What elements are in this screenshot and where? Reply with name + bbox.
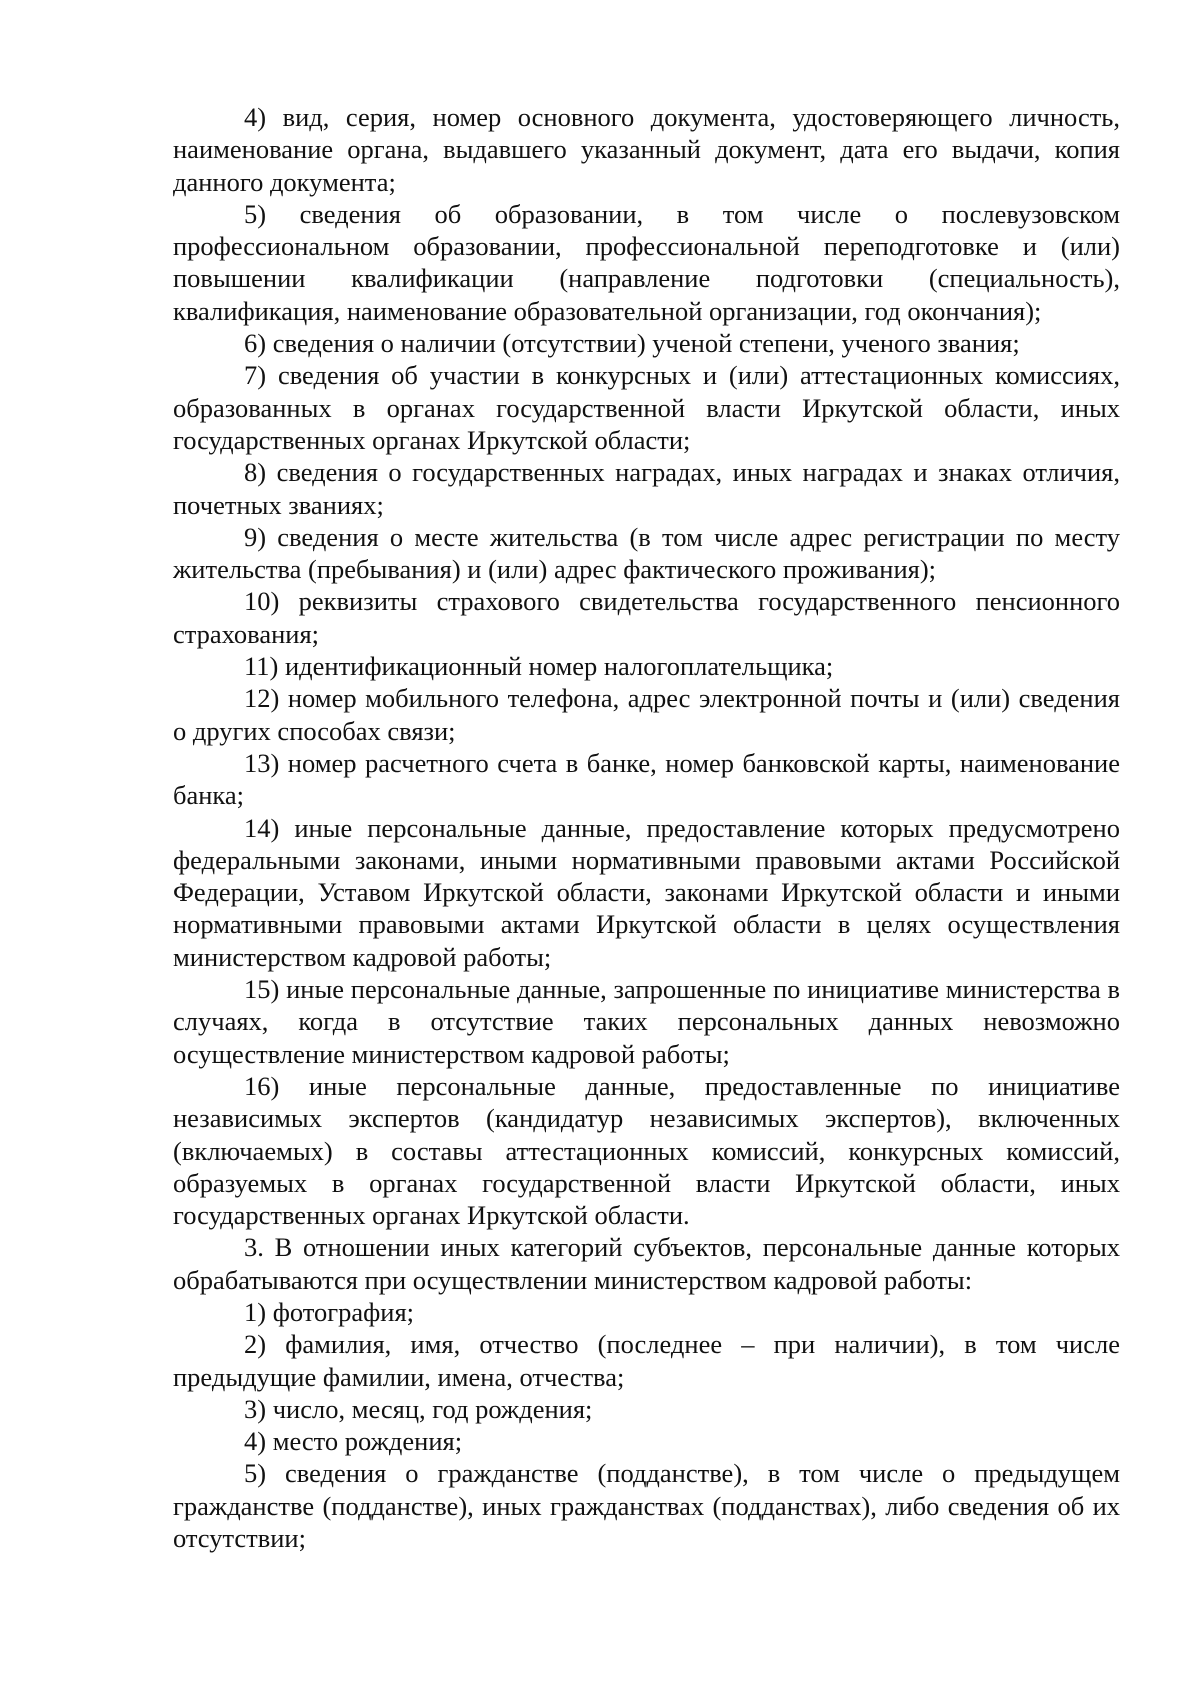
list-item-8-awards: 8) сведения о государственных наградах, иных наградах и знаках отличия, почетных званиях; [173,457,1120,520]
list-item-12-contacts: 12) номер мобильного телефона, адрес электронной почты и (или) сведения о других способах связи; [173,683,1120,746]
list-item-11-taxpayer-number: 11) идентификационный номер налогоплательщика; [244,651,834,682]
list-item-10-pension-insurance: 10) реквизиты страхового свидетельства государственного пенсионного страхования; [173,586,1120,649]
list-item-2-full-name: 2) фамилия, имя, отчество (последнее – при наличии), в том числе предыдущие фамилии, имена, отчества; [173,1329,1120,1392]
list-item-4-birth-place: 4) место рождения; [244,1426,463,1457]
document-body [173,101,1120,1554]
list-item-14-other-data-by-law: 14) иные персональные данные, предоставление которых предусмотрено федеральными законами, иными нормативными правовыми актами Российской Федерации, Уставом Иркутской области, законами Иркутской области и иными нормативными правовыми актами Иркутской области в целях осуществления министерством кадровой работы; [173,812,1120,972]
list-item-16-independent-experts: 16) иные персональные данные, предоставленные по инициативе независимых экспертов (кандидатур независимых экспертов), включенных (включаемых) в составы аттестационных комиссий, конкурсных комиссий, образуемых в органах государственной власти Иркутской области, иных государственных органах Иркутской области. [173,1070,1120,1231]
section-3-other-subjects: 3. В отношении иных категорий субъектов, персональные данные которых обрабатываются при осуществлении министерством кадровой работы: [173,1232,1120,1295]
list-item-15-other-data-requested: 15) иные персональные данные, запрошенные по инициативе министерства в случаях, когда в отсутствие таких персональных данных невозможно осуществление министерством кадровой работы; [173,974,1120,1069]
list-item-9-residence: 9) сведения о месте жительства (в том числе адрес регистрации по месту жительства (пребывания) и (или) адрес фактического проживания); [173,521,1120,585]
list-item-13-bank-account: 13) номер расчетного счета в банке, номер банковской карты, наименование банка; [173,747,1120,811]
list-item-3-birth-date: 3) число, месяц, год рождения; [244,1393,593,1424]
list-item-6-academic-degree: 6) сведения о наличии (отсутствии) ученой степени, ученого звания; [244,328,1020,359]
list-item-4-identity-document: 4) вид, серия, номер основного документа, удостоверяющего личность, наименование органа, выдавшего указанный документ, дата его выдачи, копия данного документа; [173,102,1120,197]
list-item-7-commissions: 7) сведения об участии в конкурсных и (или) аттестационных комиссиях, образованных в органах государственной власти Иркутской области, иных государственных органах Иркутской области; [173,360,1120,455]
list-item-1-photo: 1) фотография; [244,1296,415,1327]
list-item-5-citizenship: 5) сведения о гражданстве (подданстве), в том числе о предыдущем гражданстве (подданстве), иных гражданствах (подданствах), либо сведения об их отсутствии; [173,1458,1120,1554]
list-item-5-education: 5) сведения об образовании, в том числе о послевузовском профессиональном образовании, профессиональной переподготовке и (или) повышении квалификации (направление подготовки (специальность), квалификация, наименование образовательной организации, год окончания); [173,198,1120,326]
